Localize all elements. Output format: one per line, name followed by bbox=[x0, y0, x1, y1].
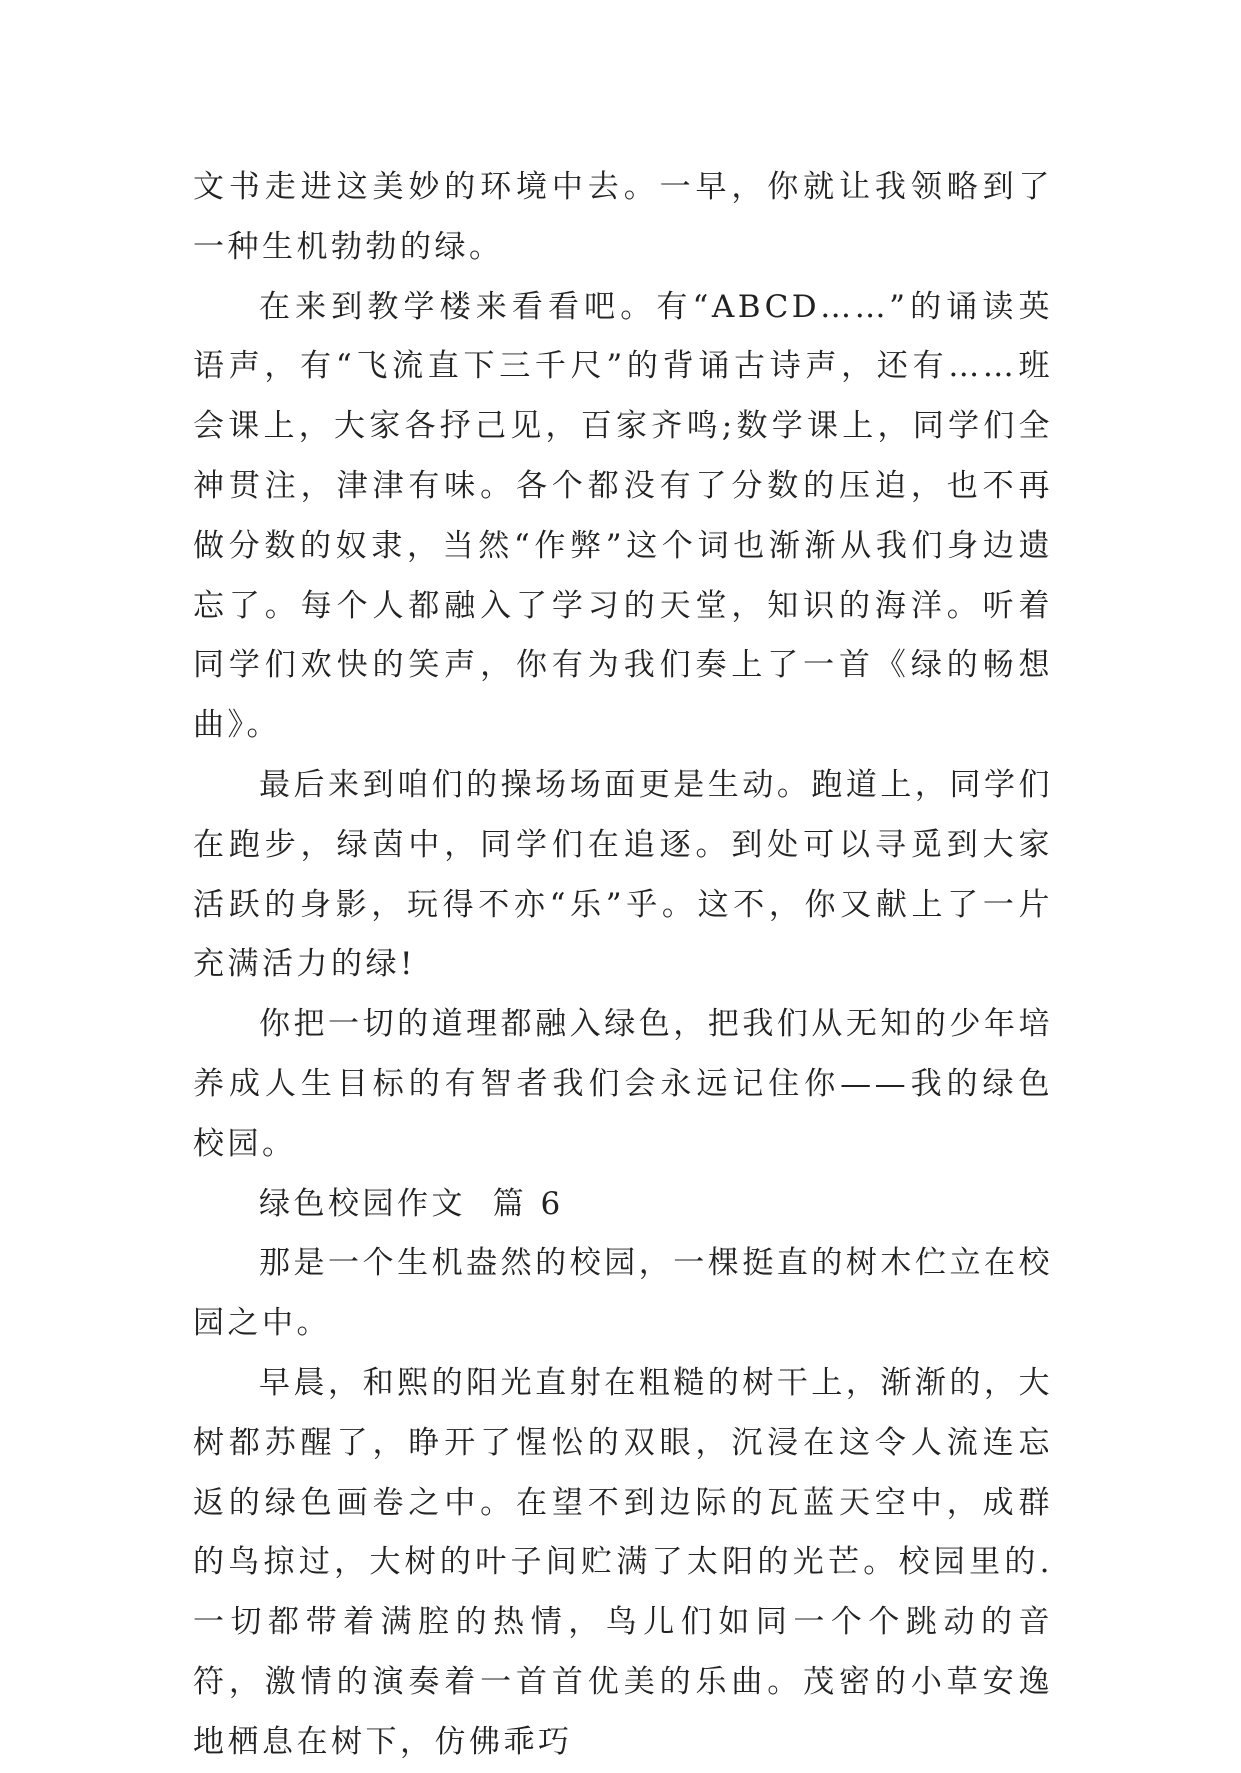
paragraph-2: 在来到教学楼来看看吧。有“ABCD……”的诵读英语声，有“飞流直下三千尺”的背诵古诗声，还有……班会课上，大家各抒己见，百家齐鸣;数学课上，同学们全神贯注，津津有味。各个都没有了分数的压迫，也不再做分数的奴隶，当然“作弊”这个词也渐渐从我们身边遗忘了。每个人都融入了学习的天堂，知识的海洋。听着同学们欢快的笑声，你有为我们奏上了一首《绿的畅想曲》。 bbox=[193, 288, 1053, 744]
paragraph-3: 最后来到咱们的操场场面更是生动。跑道上，同学们在跑步，绿茵中，同学们在追逐。到处可以寻觅到大家活跃的身影，玩得不亦“乐”乎。这不，你又献上了一片充满活力的绿! bbox=[193, 766, 1053, 983]
paragraph-4: 你把一切的道理都融入绿色，把我们从无知的少年培养成人生目标的有智者我们会永远记住你——我的绿色校园。 bbox=[193, 1006, 1053, 1162]
document-page bbox=[193, 158, 1053, 1773]
section-heading: 绿色校园作文 篇 6 bbox=[259, 1185, 564, 1222]
paragraph-1: 文书走进这美妙的环境中去。一早，你就让我领略到了一种生机勃勃的绿。 bbox=[193, 169, 1053, 265]
paragraph-5: 那是一个生机盎然的校园，一棵挺直的树木伫立在校园之中。 bbox=[193, 1245, 1053, 1342]
paragraph-6: 早晨，和熙的阳光直射在粗糙的树干上，渐渐的，大树都苏醒了，睁开了惺忪的双眼，沉浸在这令人流连忘返的绿色画卷之中。在望不到边际的瓦蓝天空中，成群的鸟掠过，大树的叶子间贮满了太阳的光芒。校园里的.一切都带着满腔的热情，鸟儿们如同一个个跳动的音符，激情的演奏着一首首优美的乐曲。茂密的小草安逸地栖息在树下，仿佛乖巧 bbox=[193, 1364, 1053, 1760]
